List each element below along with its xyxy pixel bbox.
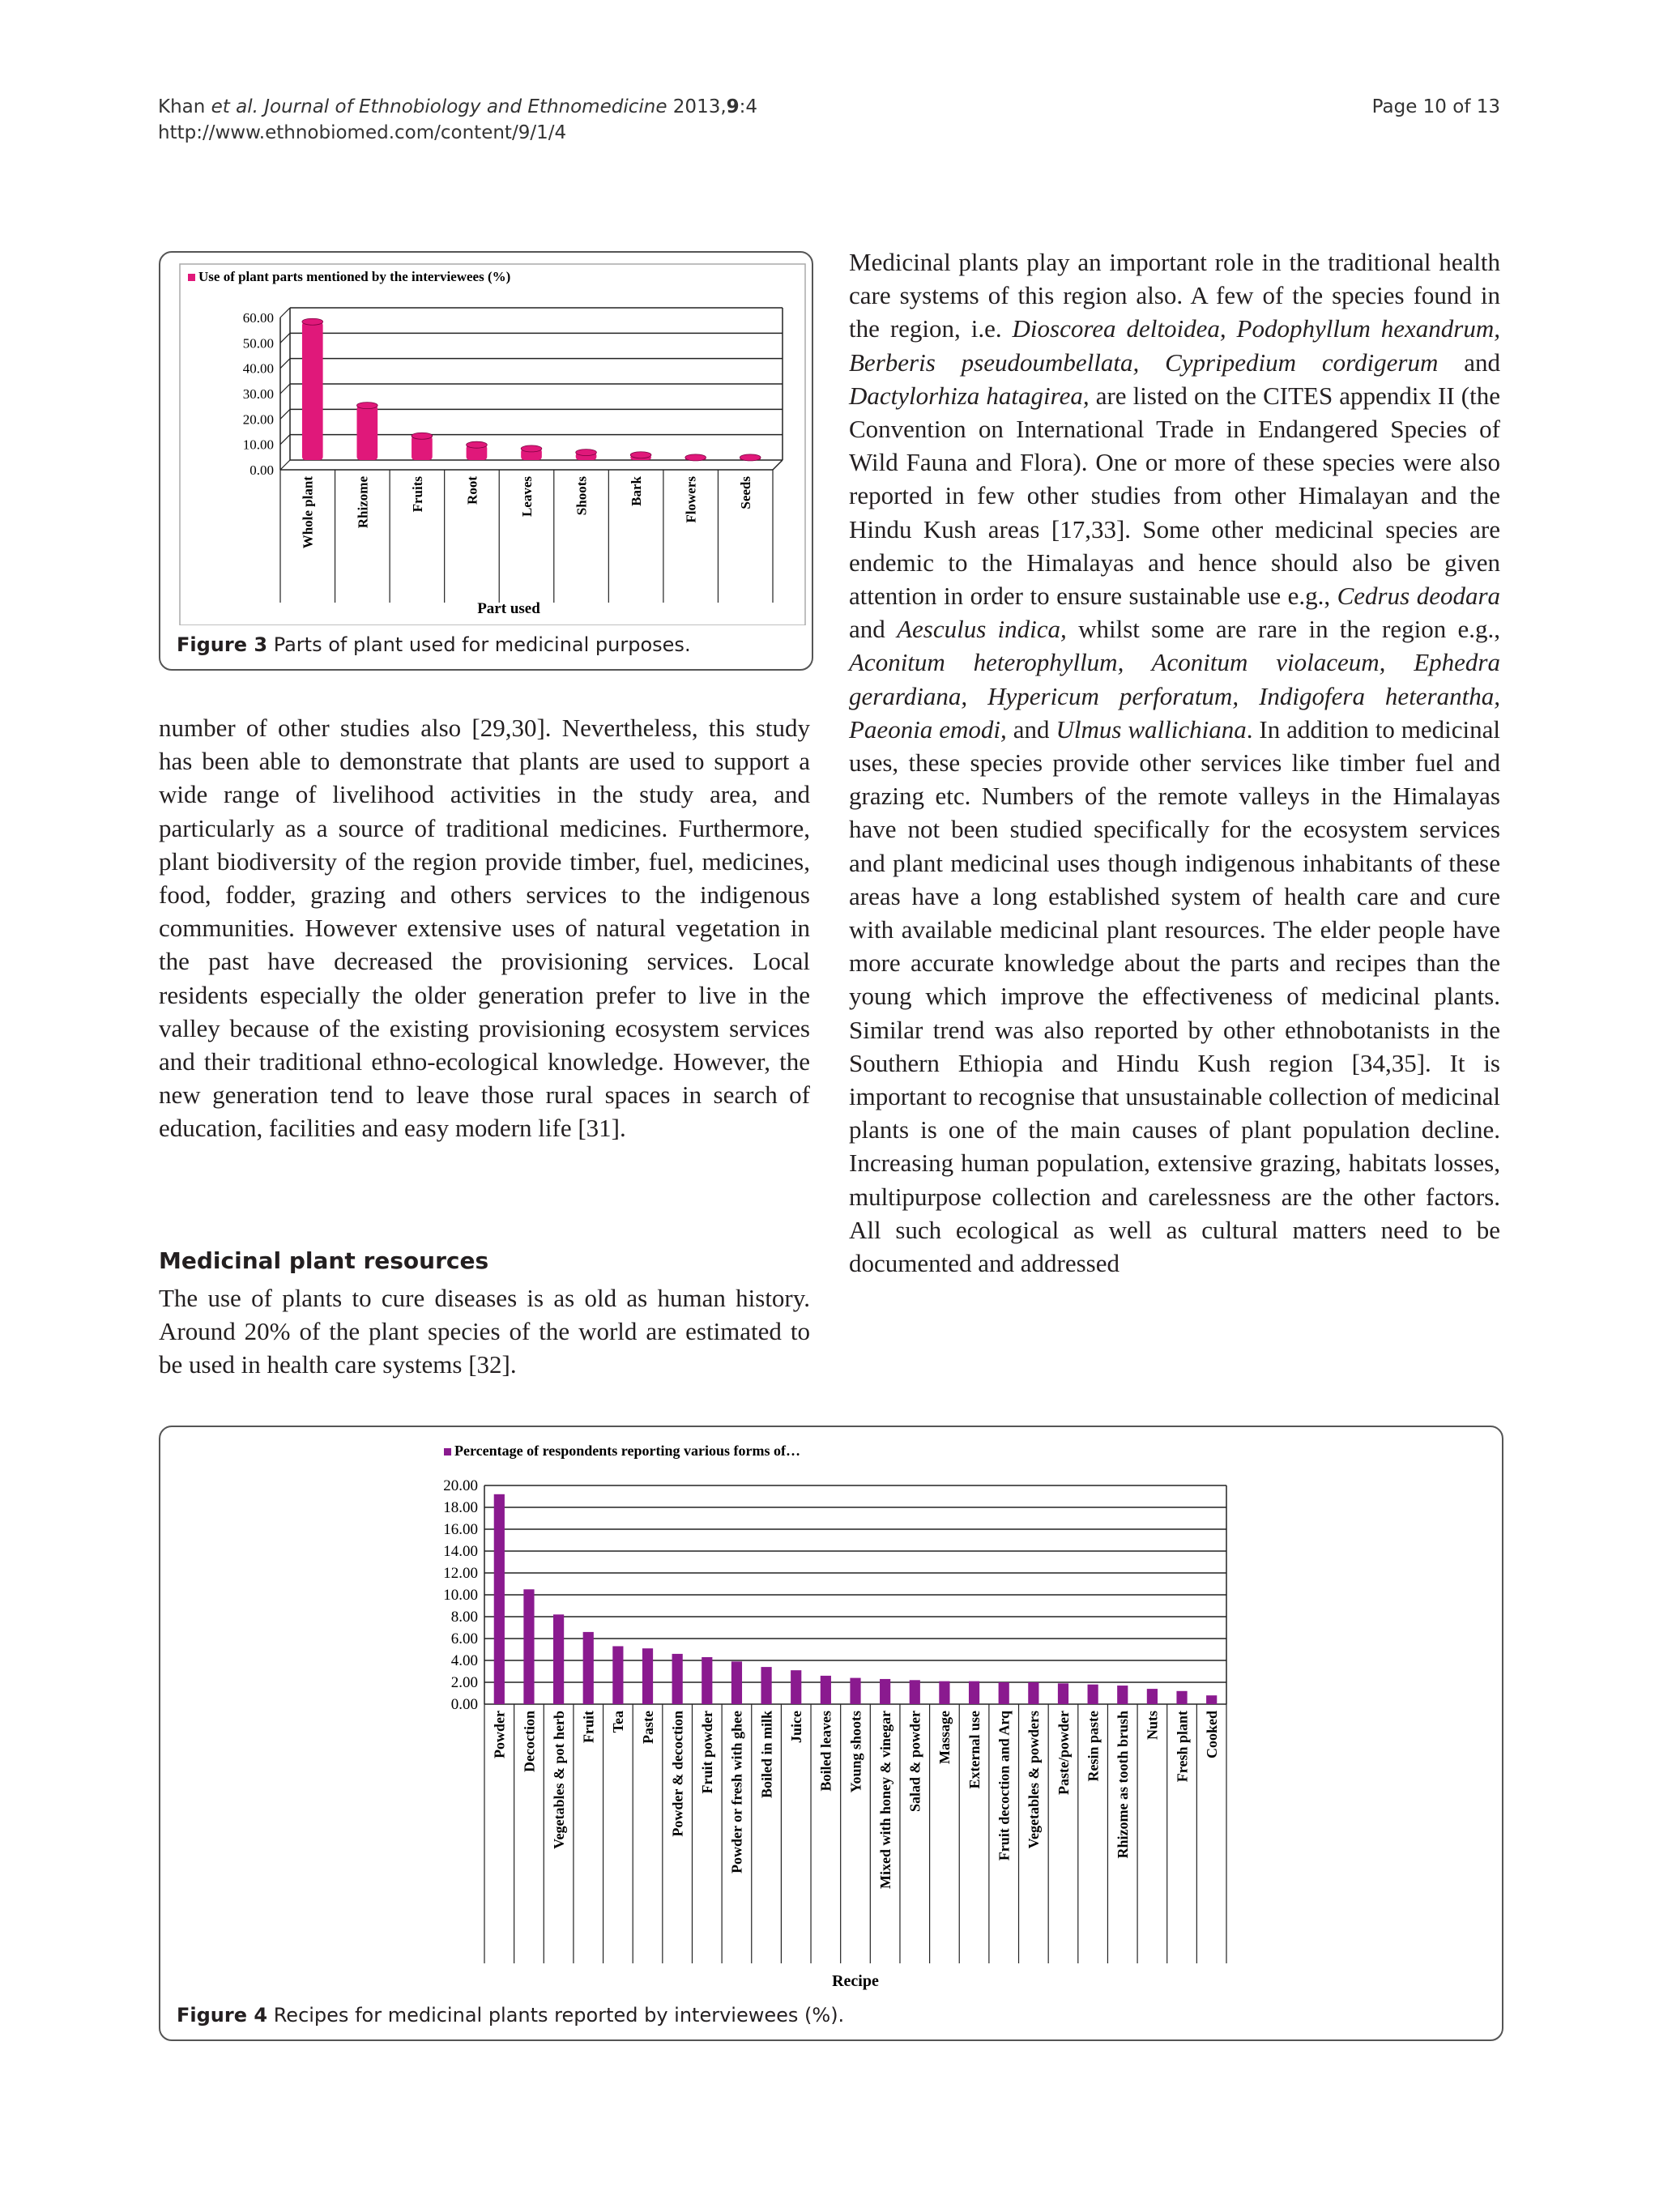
bar-top [412,433,433,439]
bar-top [576,450,597,456]
bar [630,452,651,460]
bar-body [910,1680,920,1704]
bar-body [1176,1691,1187,1704]
bar [1058,1683,1068,1704]
bar [521,445,542,460]
article-url[interactable]: http://www.ethnobiomed.com/content/9/1/4 [158,122,567,143]
y-tick-label: 60.00 [242,310,274,326]
y-tick-label: 20.00 [443,1477,478,1494]
x-tick-label: Flowers [683,476,699,523]
y-tick-label: 16.00 [443,1521,478,1538]
bar [302,318,323,460]
figure-4-caption [177,2004,844,2027]
x-tick-label: Resin paste [1085,1711,1102,1782]
x-tick-label: Mixed with honey & vinegar [876,1711,893,1889]
bar-body [1206,1695,1217,1704]
y-tick-label: 0.00 [249,462,274,478]
bar [583,1632,594,1704]
bar [1088,1685,1098,1704]
x-tick-label: Fruits [409,476,425,513]
x-tick-label: Rhizome as tooth brush [1115,1711,1132,1859]
journal-name: Journal of Ethnobiology and Ethnomedicine [264,96,667,117]
x-tick-label: Powder [491,1711,508,1758]
figure-3-caption-text: Parts of plant used for medicinal purposes. [273,633,691,656]
section-heading: Medicinal plant resources [159,1247,489,1274]
x-tick-label: Fruit [580,1711,597,1743]
bar-body [523,1589,534,1704]
x-tick-label: External use [966,1711,983,1789]
y-tick-label: 18.00 [443,1499,478,1516]
bar [761,1667,771,1704]
x-tick-label: Bark [629,476,645,506]
y-tick-label: 20.00 [242,411,274,428]
x-tick-label: Tea [610,1711,627,1733]
species-list-6: Ulmus wallichiana [1056,714,1247,744]
x-tick-label: Cooked [1203,1711,1220,1759]
left-paragraph-1: number of other studies also [29,30]. Nevertheless, this study has been able to demonstrate that plants are used to support a wide range of livelihood activities in the study area, and particularly as a source of traditional medicines. Furthermore, plant biodiversity of the region provide timber, fuel, medicines, food, fodder, grazing and others services to the indigenous communities. However extensive uses of natural vegetation in the past have decreased the provisioning services. Local residents especially the older generation prefer to live in the valley because of the existing provisioning ecosystem services and their traditional ethno-ecological knowledge. However, the new generation tend to leave those rural spaces in search of education, facilities and easy modern life [31]. [159,714,810,1143]
journal-authors: Khan [158,96,206,117]
bar-body [642,1648,653,1704]
fig4-x-axis-title: Recipe [832,1972,879,1990]
right-paragraph [849,245,1500,1280]
bar-body [791,1670,801,1704]
x-tick-label: Young shoots [847,1711,864,1793]
bar-body [1058,1683,1068,1704]
fig3-legend-swatch [188,274,195,281]
species-list-2: Dactylorhiza hatagirea, [849,381,1090,410]
journal-issue: :4 [739,96,758,117]
y-tick-label: 6.00 [450,1630,478,1647]
x-tick-label: Seeds [738,476,754,509]
bar [1028,1682,1038,1704]
bar-body [939,1681,949,1704]
fig4-legend-swatch [444,1448,451,1455]
right-text-2: and [1464,347,1501,377]
bar [731,1661,742,1704]
figure-4-caption-text: Recipes for medicinal plants reported by interviewees (%). [273,2004,845,2027]
x-tick-label: Rhizome [355,476,371,529]
right-text-4: and [849,615,885,644]
bar-body [969,1681,979,1704]
bar [969,1681,979,1704]
bar [910,1680,920,1704]
x-tick-label: Fresh plant [1174,1711,1191,1783]
x-tick-label: Boiled in milk [758,1711,775,1799]
x-tick-label: Juice [788,1711,805,1743]
x-tick-label: Whole plant [300,476,316,549]
bar [672,1654,683,1704]
bar [791,1670,801,1704]
x-tick-label: Powder or fresh with ghee [728,1711,745,1873]
x-tick-label: Shoots [574,476,590,516]
bar-body [850,1678,860,1704]
bar-body [702,1657,712,1704]
species-list-4: Aesculus indica, [897,615,1067,644]
running-header [158,94,757,120]
x-tick-label: Paste [639,1711,656,1744]
bar-body [1088,1685,1098,1704]
journal-year: 2013, [672,96,727,117]
bar-body [999,1682,1009,1704]
y-tick-label: 4.00 [450,1652,478,1669]
bar [685,454,706,461]
bar [576,450,597,460]
y-tick-label: 40.00 [242,360,274,377]
bar [612,1646,623,1704]
x-tick-label: Boiled leaves [817,1711,834,1792]
y-tick-label: 12.00 [443,1565,478,1582]
bar [356,403,377,460]
right-text-3: are listed on the CITES appendix II (the Convention on International Trade in Endangered Species of Wild Fauna and Flora). One or more of these species were also reported in few other studies from other Himalayan and the Hindu Kush areas [17,33]. Some other medicinal species are endemic to the Himalayas and hence should also be given attention in order to ensure sustainable use e.g., [849,381,1501,611]
x-tick-label: Vegetables & powders [1026,1711,1043,1849]
bar-top [685,454,706,461]
bar [850,1678,860,1704]
x-tick-label: Root [464,476,480,505]
bar-body [1117,1686,1128,1704]
x-tick-label: Fruit powder [699,1711,716,1794]
bar-body [302,322,323,460]
species-list-5: Aconitum heterophyllum, Aconitum violaceum, Ephedra gerardiana, Hypericum perforatum, Indigofera heterantha, Paeonia emodi, [849,648,1500,744]
right-text-7: . In addition to medicinal uses, these species provide other services like timber fuel and grazing etc. Numbers of the remote valleys in the Himalayas have not been studied specifically for the ecosystem services and plant medicinal uses though indigenous inhabitants of these areas have a long established system of health care and cure with available medicinal plant resources. The elder people have more accurate knowledge about the parts and recipes than the young which improve the effectiveness of medicinal plants. Similar trend was also reported by other ethnobotanists in the Southern Ethiopia and Hindu Kush region [34,35]. It is important to recognise that unsustainable collection of medicinal plants is one of the main causes of plant population decline. Increasing human population, extensive grazing, habitats losses, multipurpose collection and carelessness are the other factors. All such ecological as well as cultural matters need to be documented and addressed [849,714,1501,1278]
fig3-x-axis-title: Part used [477,600,540,617]
bar [523,1589,534,1704]
x-tick-label: Nuts [1144,1711,1161,1741]
page-number: Page 10 of 13 [1371,96,1500,117]
bar-body [1028,1682,1038,1704]
x-tick-label: Leaves [518,476,535,518]
bar [553,1614,564,1704]
bar-body [731,1661,742,1704]
bar-top [302,318,323,325]
y-tick-label: 30.00 [242,386,274,402]
left-paragraph-2: The use of plants to cure diseases is as old as human history. Around 20% of the plant species of the world are estimated to be used in health care systems [32]. [159,1284,810,1379]
figure-3-chart [160,253,812,625]
bar-body [583,1632,594,1704]
bar-body [1147,1689,1158,1704]
bar-body [612,1646,623,1704]
figure-4-chart [160,1427,1502,1994]
bar [1117,1686,1128,1704]
bar [702,1657,712,1704]
right-text-5: whilst some are rare in the region e.g., [1078,615,1501,644]
bar-body [821,1676,831,1704]
bar [740,454,761,461]
figure-3-caption [177,633,691,656]
bar-top [467,441,488,448]
bar-body [553,1614,564,1704]
y-tick-label: 10.00 [443,1587,478,1604]
bar [642,1648,653,1704]
bar [1147,1689,1158,1704]
bar [412,433,433,460]
bar [821,1676,831,1704]
right-text-1: Medicinal plants play an important role in the traditional health care systems of this region also. A few of the species found in the region, i.e. [849,248,1500,343]
bar-top [521,445,542,452]
bar-body [761,1667,771,1704]
journal-volume: 9 [726,96,740,117]
bar [1176,1691,1187,1704]
y-tick-label: 10.00 [242,437,274,453]
figure-3-label: Figure 3 [177,633,268,656]
fig4-legend-label: Percentage of respondents reporting various forms of… [454,1443,800,1459]
figure-4-label: Figure 4 [177,2004,268,2027]
bar-body [412,436,433,460]
y-tick-label: 14.00 [443,1543,478,1560]
journal-etal: et al. [211,96,258,117]
bar [467,441,488,460]
bar-top [740,454,761,461]
x-tick-label: Massage [936,1711,953,1764]
figure-4 [159,1426,1503,2041]
bar-body [494,1494,505,1704]
bar [494,1494,505,1704]
bar-body [880,1679,890,1704]
figure-3 [159,251,813,671]
y-tick-label: 8.00 [450,1609,478,1626]
y-tick-label: 50.00 [242,335,274,352]
x-tick-label: Decoction [521,1711,538,1772]
y-tick-label: 2.00 [450,1674,478,1691]
bar-body [356,406,377,460]
bar-top [630,452,651,458]
bar [999,1682,1009,1704]
right-text-6: and [1013,714,1050,744]
x-tick-label: Paste/powder [1055,1711,1072,1795]
fig3-legend-label: Use of plant parts mentioned by the interviewees (%) [198,269,511,284]
species-list-3: Cedrus deodara [1337,582,1501,611]
y-tick-label: 0.00 [450,1696,478,1713]
species-list-1: Dioscorea deltoidea, Podophyllum hexandrum, Berberis pseudoumbellata, Cypripedium cordigerum [849,314,1500,377]
bar [1206,1695,1217,1704]
bar-body [672,1654,683,1704]
x-tick-label: Fruit decoction and Arq [996,1711,1013,1861]
bar [880,1679,890,1704]
x-tick-label: Vegetables & pot herb [550,1711,567,1849]
x-tick-label: Powder & decoction [669,1711,686,1837]
bar [939,1681,949,1704]
x-tick-label: Salad & powder [906,1711,923,1813]
bar-top [356,403,377,409]
